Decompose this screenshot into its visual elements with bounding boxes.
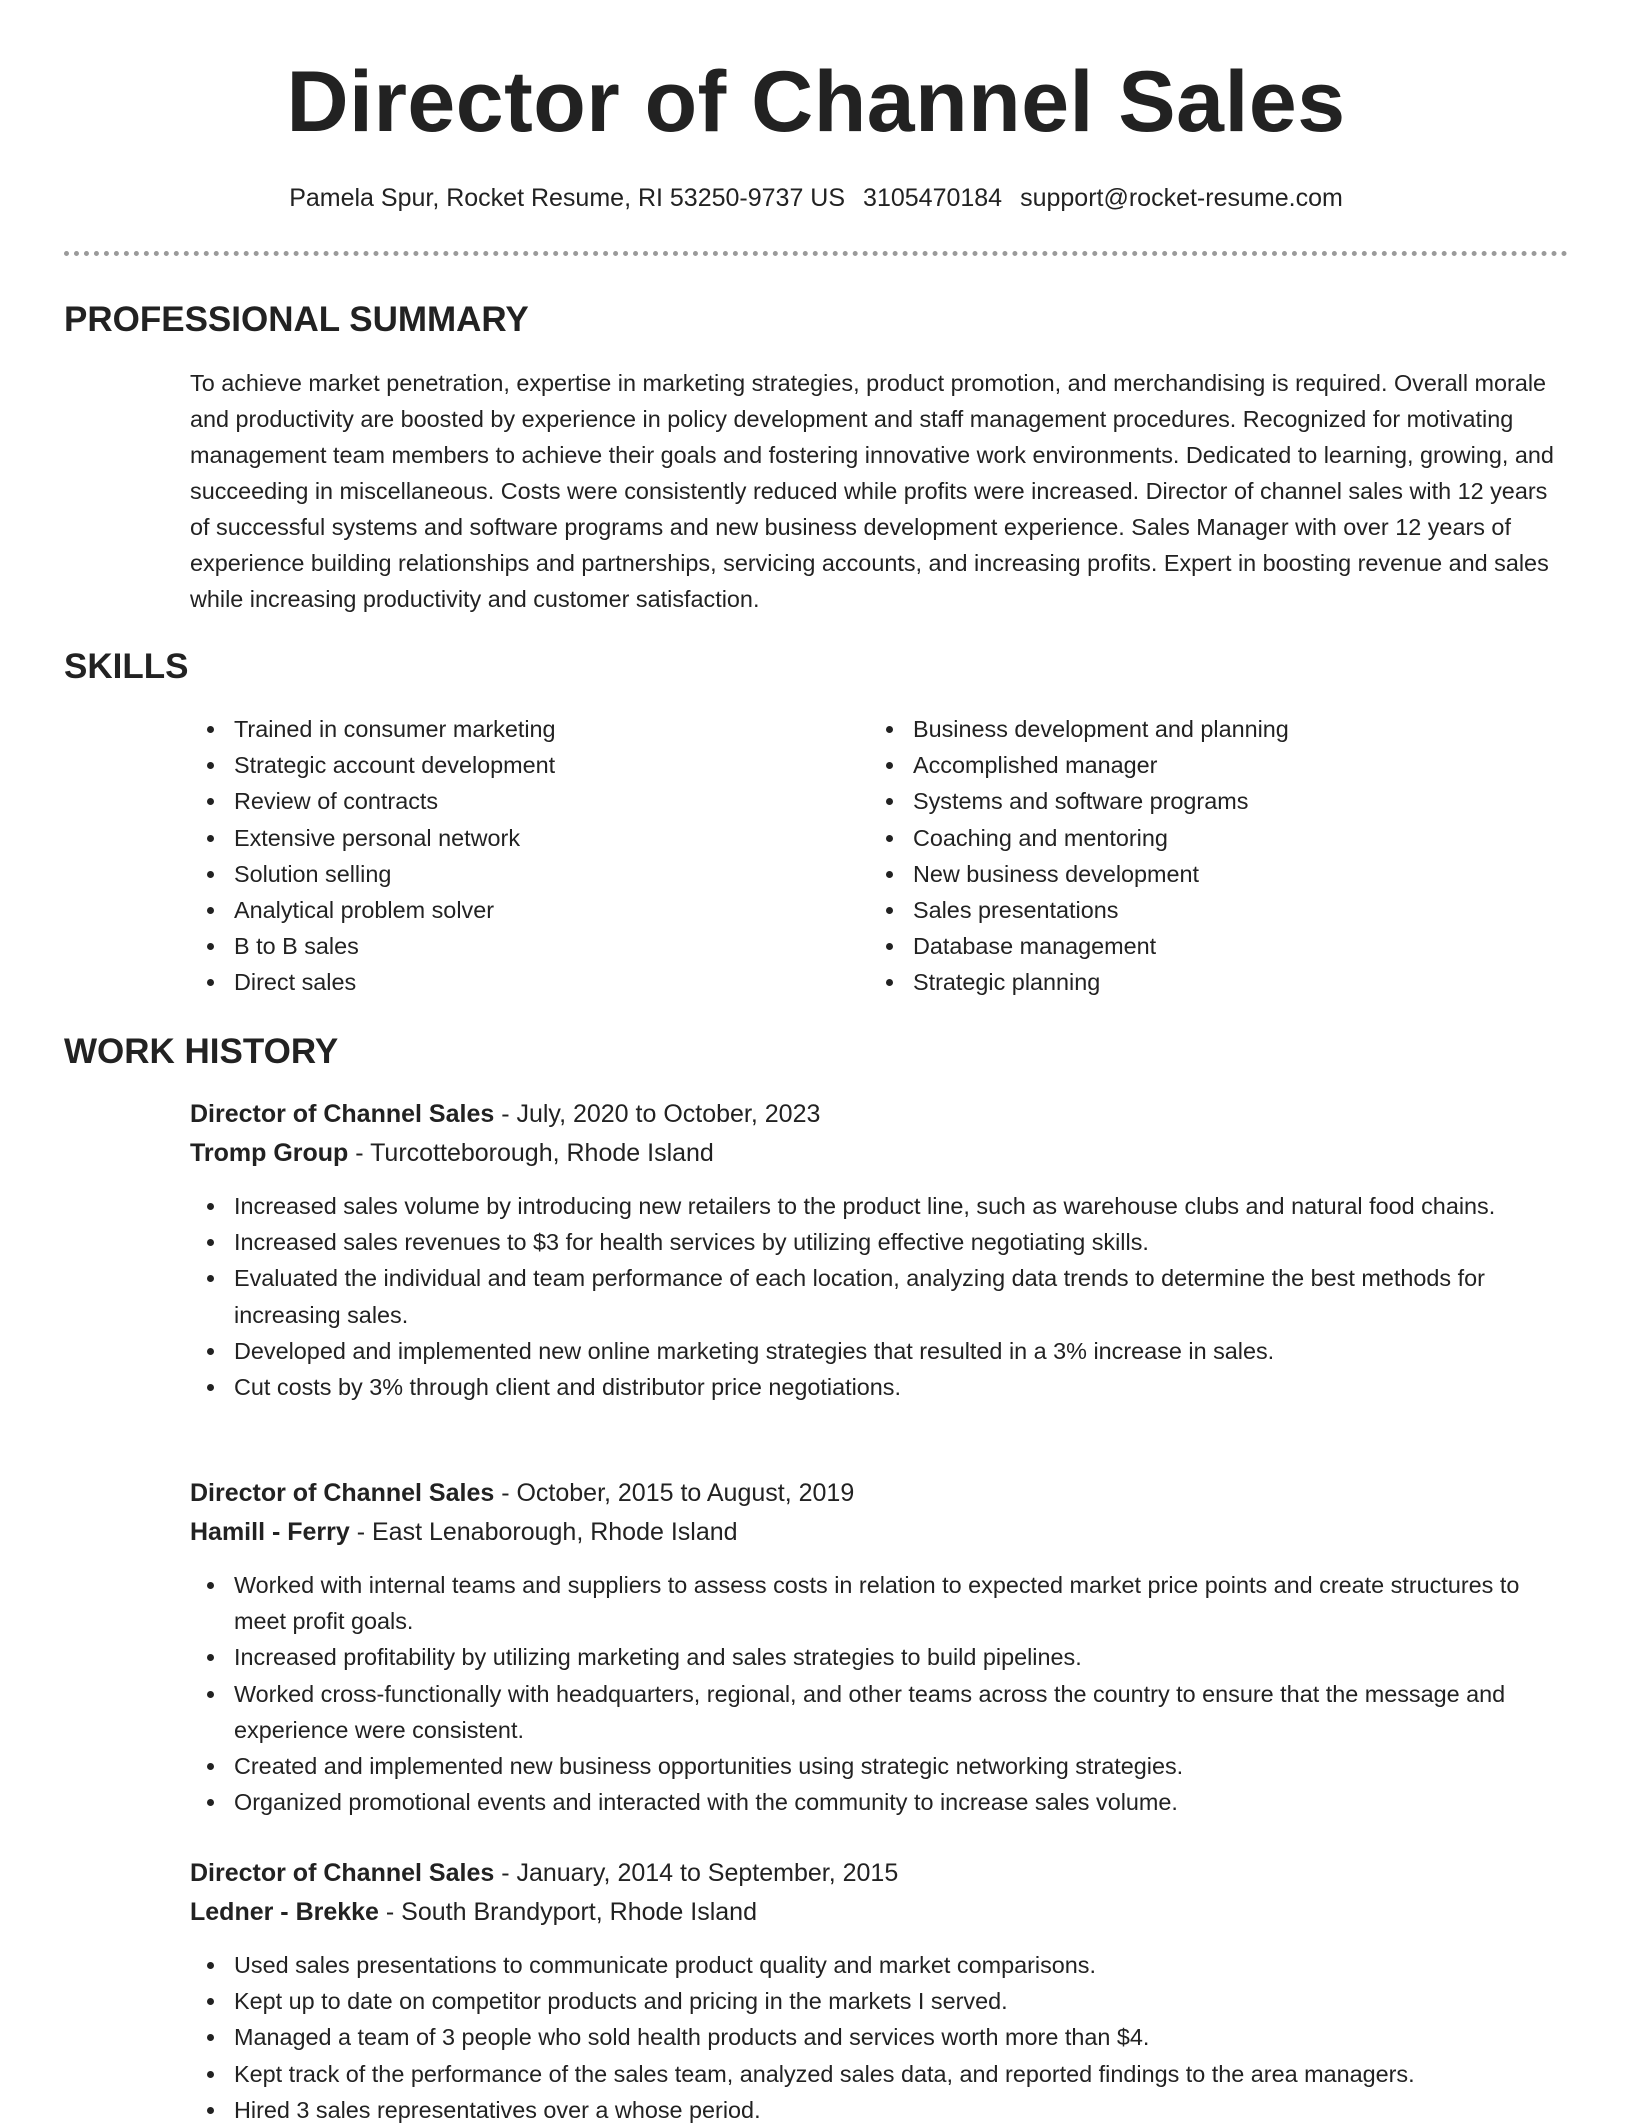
job-bullet: Kept up to date on competitor products and pricing in the markets I served.: [190, 1983, 1570, 2019]
job-bullet: Worked cross-functionally with headquarters, regional, and other teams across the country to ensure that the message and experience were consistent.: [190, 1676, 1570, 1748]
job-bullet: Increased sales revenues to $3 for health services by utilizing effective negotiating skills.: [190, 1224, 1570, 1260]
work-history-heading: WORK HISTORY: [64, 1032, 339, 1071]
skill-item: Strategic planning: [869, 964, 1569, 1000]
skills-heading: SKILLS: [64, 647, 189, 686]
skill-item: Accomplished manager: [869, 747, 1569, 783]
skill-item: Coaching and mentoring: [869, 820, 1569, 856]
job-bullets: [190, 1947, 1570, 2128]
job-bullet: Hired 3 sales representatives over a whose period.: [190, 2092, 1570, 2128]
job-bullet: Developed and implemented new online marketing strategies that resulted in a 3% increase in sales.: [190, 1333, 1570, 1369]
summary-text: To achieve market penetration, expertise in marketing strategies, product promotion, and merchandising is required. Overall morale and productivity are boosted by experience in policy development and staff management procedures. Recognized for motivating management team members to achieve their goals and fostering innovative work environments. Dedicated to learning, growing, and succeeding in miscellaneous. Costs were consistently reduced while profits were increased. Director of channel sales with 12 years of successful systems and software programs and new business development experience. Sales Manager with over 12 years of experience building relationships and partnerships, servicing accounts, and increasing profits. Expert in boosting revenue and sales while increasing productivity and customer satisfaction.: [190, 370, 1554, 612]
job-company: Ledner - Brekke: [190, 1898, 379, 1926]
job-bullet: Worked with internal teams and suppliers to assess costs in relation to expected market price points and create structures to meet profit goals.: [190, 1567, 1570, 1639]
job-bullets: [190, 1188, 1570, 1405]
skill-item: B to B sales: [190, 928, 830, 964]
job-entry: [190, 1095, 1570, 1405]
job-bullet: Used sales presentations to communicate product quality and market comparisons.: [190, 1947, 1570, 1983]
job-title: Director of Channel Sales: [190, 1100, 495, 1128]
skill-item: Trained in consumer marketing: [190, 711, 830, 747]
skill-item: Strategic account development: [190, 747, 830, 783]
job-company-line: [190, 1134, 1570, 1172]
skill-item: Business development and planning: [869, 711, 1569, 747]
job-title: Director of Channel Sales: [190, 1479, 495, 1507]
skill-item: Solution selling: [190, 856, 830, 892]
job-bullets: [190, 1567, 1570, 1820]
job-title-line: [190, 1474, 1570, 1512]
skill-item: Database management: [869, 928, 1569, 964]
contact-phone: 3105470184: [863, 184, 1003, 212]
skills-list-left: [190, 711, 830, 1001]
job-company: Tromp Group: [190, 1139, 349, 1167]
skill-item: Extensive personal network: [190, 820, 830, 856]
job-location: - Turcotteborough, Rhode Island: [348, 1139, 714, 1167]
job-dates: - July, 2020 to October, 2023: [494, 1100, 821, 1128]
summary-heading: PROFESSIONAL SUMMARY: [64, 300, 529, 339]
job-dates: - October, 2015 to August, 2019: [494, 1479, 855, 1507]
skill-item: Review of contracts: [190, 783, 830, 819]
job-entry: [190, 1474, 1570, 1820]
header-divider: [64, 251, 1568, 256]
job-location: - South Brandyport, Rhode Island: [378, 1898, 757, 1926]
resume-title: Director of Channel Sales: [286, 54, 1346, 150]
contact-address: Pamela Spur, Rocket Resume, RI 53250-9737 US: [289, 184, 846, 212]
job-bullet: Managed a team of 3 people who sold health products and services worth more than $4.: [190, 2019, 1570, 2055]
job-location: - East Lenaborough, Rhode Island: [349, 1518, 738, 1546]
job-title-line: [190, 1095, 1570, 1133]
job-bullet: Evaluated the individual and team performance of each location, analyzing data trends to determine the best methods for increasing sales.: [190, 1260, 1570, 1332]
job-bullet: Kept track of the performance of the sales team, analyzed sales data, and reported findings to the area managers.: [190, 2056, 1570, 2092]
job-title: Director of Channel Sales: [190, 1859, 495, 1887]
job-company-line: [190, 1513, 1570, 1551]
job-dates: - January, 2014 to September, 2015: [494, 1859, 899, 1887]
skill-item: Direct sales: [190, 964, 830, 1000]
job-title-line: [190, 1854, 1570, 1892]
skill-item: New business development: [869, 856, 1569, 892]
job-bullet: Increased sales volume by introducing new retailers to the product line, such as warehouse clubs and natural food chains.: [190, 1188, 1570, 1224]
job-bullet: Increased profitability by utilizing marketing and sales strategies to build pipelines.: [190, 1639, 1570, 1675]
job-company: Hamill - Ferry: [190, 1518, 350, 1546]
contact-email: support@rocket-resume.com: [1020, 184, 1343, 212]
job-company-line: [190, 1893, 1570, 1931]
skill-item: Sales presentations: [869, 892, 1569, 928]
skill-item: Analytical problem solver: [190, 892, 830, 928]
contact-line: [0, 180, 1632, 216]
job-bullet: Organized promotional events and interacted with the community to increase sales volume.: [190, 1784, 1570, 1820]
skill-item: Systems and software programs: [869, 783, 1569, 819]
job-bullet: Created and implemented new business opportunities using strategic networking strategies.: [190, 1748, 1570, 1784]
skills-list-right: [869, 711, 1569, 1001]
job-bullet: Cut costs by 3% through client and distributor price negotiations.: [190, 1369, 1570, 1405]
job-entry: [190, 1854, 1570, 2128]
